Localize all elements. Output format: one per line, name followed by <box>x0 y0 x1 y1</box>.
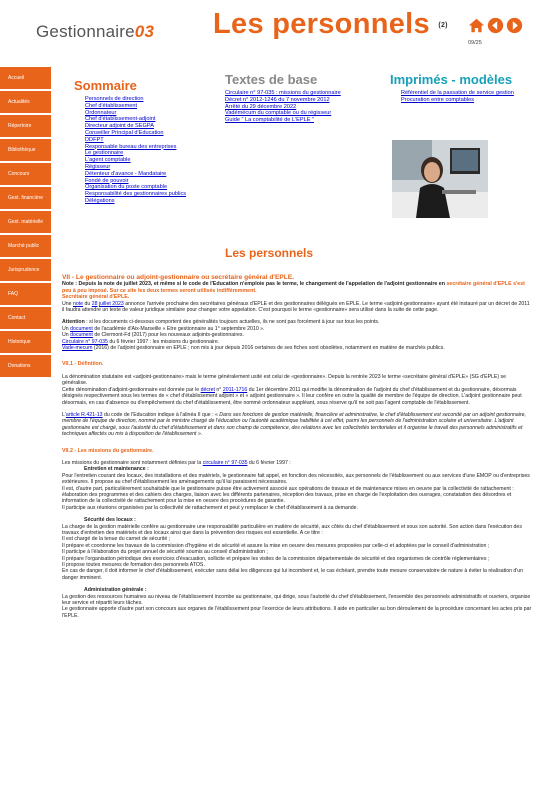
missions-heading: VII.2 - Les missions du gestionnaire. <box>62 447 154 454</box>
text-span: de Clermont-Fd (2017) pour les nouveaux adjoints-gestionnaires. <box>92 332 244 339</box>
article-quote: Dans ses fonctions de gestion matérielle, financière et administrative, le chef d'établissement est secondé par un adjoint gestionnaire, membre de l'équipe de direction, nommé par le ministre chargé de l'éducation ou l'autorité académique habilitée à cet effet, parmi les personnels de l'administration scolaire et universitaire. L'adjoint gestionnaire est chargé, sous l'autorité du chef d'établissement et dans son champ de compétence, des relations avec les collectivités territoriales et il organise le travail des personnels administratifs et techniques affectés ou mis à disposition de l'établissement <box>62 411 526 438</box>
securite-paragraph: Il est chargé de la tenue du carnet de sécurité ; <box>62 536 171 543</box>
main-content <box>62 275 532 619</box>
sidebar-item-historique[interactable]: Historique <box>0 331 51 353</box>
sommaire-link[interactable]: Détenteur d'avance - Mandataire <box>85 170 167 177</box>
section-title: Les personnels <box>224 246 314 260</box>
securite-subheading: Sécurité des locaux : <box>84 517 136 524</box>
textes-link[interactable]: Guide " La comptabilité de L'EPLE " <box>225 117 314 124</box>
decret-number-link[interactable]: 2011-1716 <box>222 386 248 393</box>
sidebar-item-concours[interactable]: Concours <box>0 163 51 185</box>
sommaire-title: Sommaire <box>74 78 137 93</box>
text-span: du code de l'Education indique à l'alinéa II que : « <box>102 411 220 418</box>
note-link[interactable]: note <box>72 300 84 307</box>
sommaire-link[interactable]: L'agent comptable <box>85 157 131 164</box>
sidebar-item-accueil[interactable]: Accueil <box>0 67 51 89</box>
header-nav-icons <box>468 17 523 34</box>
office-worker-photo <box>392 140 488 218</box>
imprimes-link[interactable]: Référentiel de la passation de service gestion <box>401 90 514 96</box>
securite-paragraph: Il prépare l'organisation périodique des exercices d'évacuation, sollicite et prépare les visites de la commission départementale de sécurité et des organismes de contrôle réglementaires ; <box>62 555 490 562</box>
text-span: de l'académie d'Aix-Marseille « Etre gestionnaire au 1° septembre 2010 ». <box>92 325 265 332</box>
text-span: annonce l'arrivée prochaine des secrétaires généraux d'EPLE et des gestionnaires délégués en EPLE. Le terme «adjoint-gestionnaire» ayant été instauré par un décret de 2011 il faudra attendre un texte de valeur juridique similaire pour changer votre appelation. C'est pourquoi le terme «gestionnaire» sera utilisé dans la suite de cette page. <box>62 300 530 314</box>
attention-label: Attention <box>62 319 85 326</box>
page-title-sup: (2) <box>438 21 448 29</box>
sommaire-link[interactable]: Régisseur <box>85 163 111 170</box>
page-header <box>0 0 538 62</box>
entretien-paragraph: Il participe aux réunions organisées par la collectivité de rattachement et peut y remplacer le chef d'établissement à sa demande. <box>62 504 358 511</box>
sidebar-item-donations[interactable]: Donations <box>0 355 51 377</box>
date-link[interactable]: 28 <box>91 300 98 307</box>
sidebar-item-gest-materielle[interactable]: Gest. matérielle <box>0 211 51 233</box>
circulaire-link[interactable]: circulaire n° 97-035 <box>202 459 248 466</box>
sommaire-link[interactable]: Responsable bureau des entreprises <box>85 143 177 150</box>
text-span: : si les documents ci-dessous comportent des généralités toujours actuelles, ils ne sont pas forcément à jour sur tous les points. <box>84 319 380 326</box>
administration-paragraph: Le gestionnaire apporte d'autre part son concours aux organes de l'établissement pour l'exercice de leurs attributions. Il aide en particulier au bon déroulement de la procédure concernant les actes pris par l'EPLE. <box>62 606 532 619</box>
brand-number: 03 <box>134 22 155 41</box>
sidebar-nav <box>0 67 51 379</box>
text-span: du 6 février 1997 : <box>247 459 291 466</box>
text-span: Un <box>62 332 71 339</box>
sommaire-link[interactable]: Fondé de pouvoir <box>85 177 129 184</box>
sommaire-link[interactable]: Le gestionnaire <box>85 150 124 157</box>
text-span: n° <box>214 386 223 393</box>
page-title <box>213 8 448 41</box>
date-link[interactable]: juillet 2023 <box>98 300 124 307</box>
article-paragraph <box>62 412 532 438</box>
text-span: Un <box>62 325 71 332</box>
sommaire-link[interactable]: Ordonnateur <box>85 109 117 116</box>
site-brand[interactable] <box>36 22 154 42</box>
home-icon[interactable] <box>468 17 485 34</box>
securite-paragraph: En cas de danger, il doit informer le chef d'établissement, exécuter sans délai les diligences qui lui incombent et, le cas échéant, prendre toute mesure conservatoire de nature à éviter la réalisation d'un danger imminent. <box>62 568 524 581</box>
note-highlight: secrétaire général d'EPLE s'est peu à peu imposé. Sur ce site les deux termes seront utilisés indifféremment. <box>62 281 525 294</box>
textes-link[interactable]: Vadémécum du comptable ou du régisseur <box>225 110 332 117</box>
definition-paragraph: La dénomination statutaire est «adjoint-gestionnaire» mais le terme généralement usité est celui de «gestionnaire». Depuis la rentrée 2023 le terme «secrétaire général d'EPLE» (SG d'EPLE) se généralise. <box>62 373 507 387</box>
sidebar-item-contact[interactable]: Contact <box>0 307 51 329</box>
document-link[interactable]: document <box>70 332 93 339</box>
note-paragraph <box>62 281 532 294</box>
document-link[interactable]: document <box>70 325 93 332</box>
article-link[interactable]: article R.421-13 <box>65 411 103 418</box>
textes-link[interactable]: Arrêté du 29 décembre 2022 <box>225 103 297 110</box>
textes-link[interactable]: Décret n° 2012-1246 du 7 novembre 2012 <box>225 96 330 103</box>
textes-de-base-column <box>225 72 385 124</box>
entretien-paragraph: Pour l'entretien courant des locaux, des installations et des matériels, le gestionnaire fait appel, en fonction des nécessités, aux personnels de l'établissement ou aux services d'une EMOP ou d'entreprises extérieures. Il propose au chef d'établissement les aménagements qu'il lui paraissent nécessaires. <box>62 472 530 486</box>
sidebar-item-actualites[interactable]: Actualités <box>0 91 51 113</box>
sommaire-link[interactable]: Directeur adjoint de SEGPA <box>85 123 154 130</box>
textes-link[interactable]: Circulaire n° 97-035 : missions du gestionnaire <box>225 90 341 96</box>
sommaire-link[interactable]: Chef d'établissement <box>85 102 138 109</box>
brand-text: Gestionnaire <box>36 22 135 41</box>
administration-subheading: Administration générale : <box>84 587 147 594</box>
sommaire-link[interactable]: DDFPT <box>85 136 104 143</box>
sidebar-item-marche-public[interactable]: Marché public <box>0 235 51 257</box>
sommaire-link[interactable]: Chef d'établissement-adjoint <box>85 116 156 123</box>
sommaire-link[interactable]: Responsabilité des gestionnaires publics <box>85 191 187 198</box>
sommaire-link[interactable]: Conseiller Principal d'Education <box>85 129 164 136</box>
circulaire-link[interactable]: Circulaire n° 97-035 <box>62 338 108 345</box>
text-span: du 1er décembre 2011 qui modifie la dénomination de l'adjoint du chef d'établissement et du gestionnaire, désormais désignés respectivement sous les termes de « chef d'établissement adjoint » et « adjoint gestionnaire ». Il leur confère en outre la qualité de membre de l'équipe de direction. L'adjoint gestionnaire peut désormais, en cas d'absence ou d'empêchement du chef d'établissement, être nommé ordonnateur suppléant, sous réserve qu'il ne soit pas l'agent comptable de l'établissement. <box>62 386 522 406</box>
text-span: L' <box>62 411 66 418</box>
text-span: (2016) de l'adjoint gestionnaire en EPLE ; non mis à jour depuis 2016 certaines de ses fiches sont obsolètes, notamment en matière de marchés publics. <box>92 345 445 352</box>
page-title-text: Les personnels <box>213 8 430 40</box>
sommaire-column <box>74 78 224 205</box>
textes-title: Textes de base <box>225 72 318 87</box>
text-span: Les missions du gestionnaire sont notamment définies par la <box>62 459 203 466</box>
text-span: Une <box>62 300 73 307</box>
securite-paragraph: Il propose toutes mesures de formation des personnels ATOS. <box>62 562 205 569</box>
text-span: du 6 février 1997 : les missions du gestionnaire. <box>107 338 220 345</box>
forward-arrow-icon[interactable] <box>506 17 523 34</box>
back-arrow-icon[interactable] <box>487 17 504 34</box>
definition-heading: VII.1 - Définition. <box>62 361 104 368</box>
sommaire-link[interactable]: Personnels de direction <box>85 96 144 102</box>
vade-mecum-link[interactable]: Vade-mecum <box>62 345 93 352</box>
chapter-heading: VII - Le gestionnaire ou adjoint-gestionnaire ou secrétaire général d'EPLE. <box>62 274 295 281</box>
imprimes-link[interactable]: Procuration entre comptables <box>401 96 475 103</box>
securite-paragraph: Il participe à l'élaboration du projet annuel de sécurité soumis au conseil d'administration ; <box>62 549 268 556</box>
entretien-paragraph: Il est, d'autre part, particulièrement souhaitable que le gestionnaire puisse être activement associé aux opérations de travaux et de maintenance mises en oeuvre par la collectivité de rattachement : élaboration des programmes et des cahiers des charges, liaison avec les différents partenaires, réception des travaux, prise en charge de l'exploitation des ouvrages, constatation des désordres et information de la collectivité de rattachement pour la mise en oeuvre des procédures de garantie. <box>62 485 514 505</box>
text-span: ». <box>196 431 203 438</box>
sg-paragraph <box>62 301 532 314</box>
securite-paragraph: Il prépare et coordonne les travaux de la commission d'hygiène et de sécurité et assure la mise en oeuvre des mesures proposées par celle-ci et adoptées par le conseil d'administration ; <box>62 542 490 549</box>
sg-subheading: Secrétaire général d'EPLE. <box>62 294 130 301</box>
decret-link[interactable]: décret <box>200 386 215 393</box>
sidebar-item-jurisprudence[interactable]: Jurisprudence <box>0 259 51 281</box>
text-span: du <box>83 300 92 307</box>
sidebar-item-bibliotheque[interactable]: Bibliothèque <box>0 139 51 161</box>
sidebar-item-gest-financiere[interactable]: Gest. financière <box>0 187 51 209</box>
entretien-subheading: Entretien et maintenance : <box>84 466 149 473</box>
imprimes-modeles-column <box>390 72 535 104</box>
note-text: Note : Depuis la note de juillet 2023, et même si le code de l'Education n'emploie pas le terme, le changement de l'appelation de l'adjoint gestionnaire en <box>62 281 447 288</box>
sommaire-link[interactable]: Organisation du poste comptable <box>85 184 168 191</box>
imprimes-title: Imprimés - modèles <box>390 72 513 87</box>
sidebar-item-faq[interactable]: FAQ <box>0 283 51 305</box>
page-count: 09/25 <box>468 40 482 46</box>
definition-paragraph <box>62 387 532 406</box>
sommaire-link[interactable]: Délégations <box>85 197 115 204</box>
securite-paragraph: La charge de la gestion matérielle confère au gestionnaire une responsabilité particulière en matière de sécurité, aux côtés du chef d'établissement et sous son autorité. Son action dans l'exécution des travaux d'entretien des matériels et des locaux ainsi que dans la prévention des risques est essentielle. A ce titre : <box>62 523 522 536</box>
sidebar-item-repertoire[interactable]: Répertoire <box>0 115 51 137</box>
text-span: Cette dénomination d'adjoint-gestionnaire est donnée par le <box>62 386 201 393</box>
administration-paragraph: La gestion des ressources humaines au niveau de l'établissement incombe au gestionnaire, qui dirige, sous l'autorité du chef d'établissement, l'ensemble des personnels administratifs et ouvriers, organise leur service et répartit leurs tâches. <box>62 593 531 607</box>
